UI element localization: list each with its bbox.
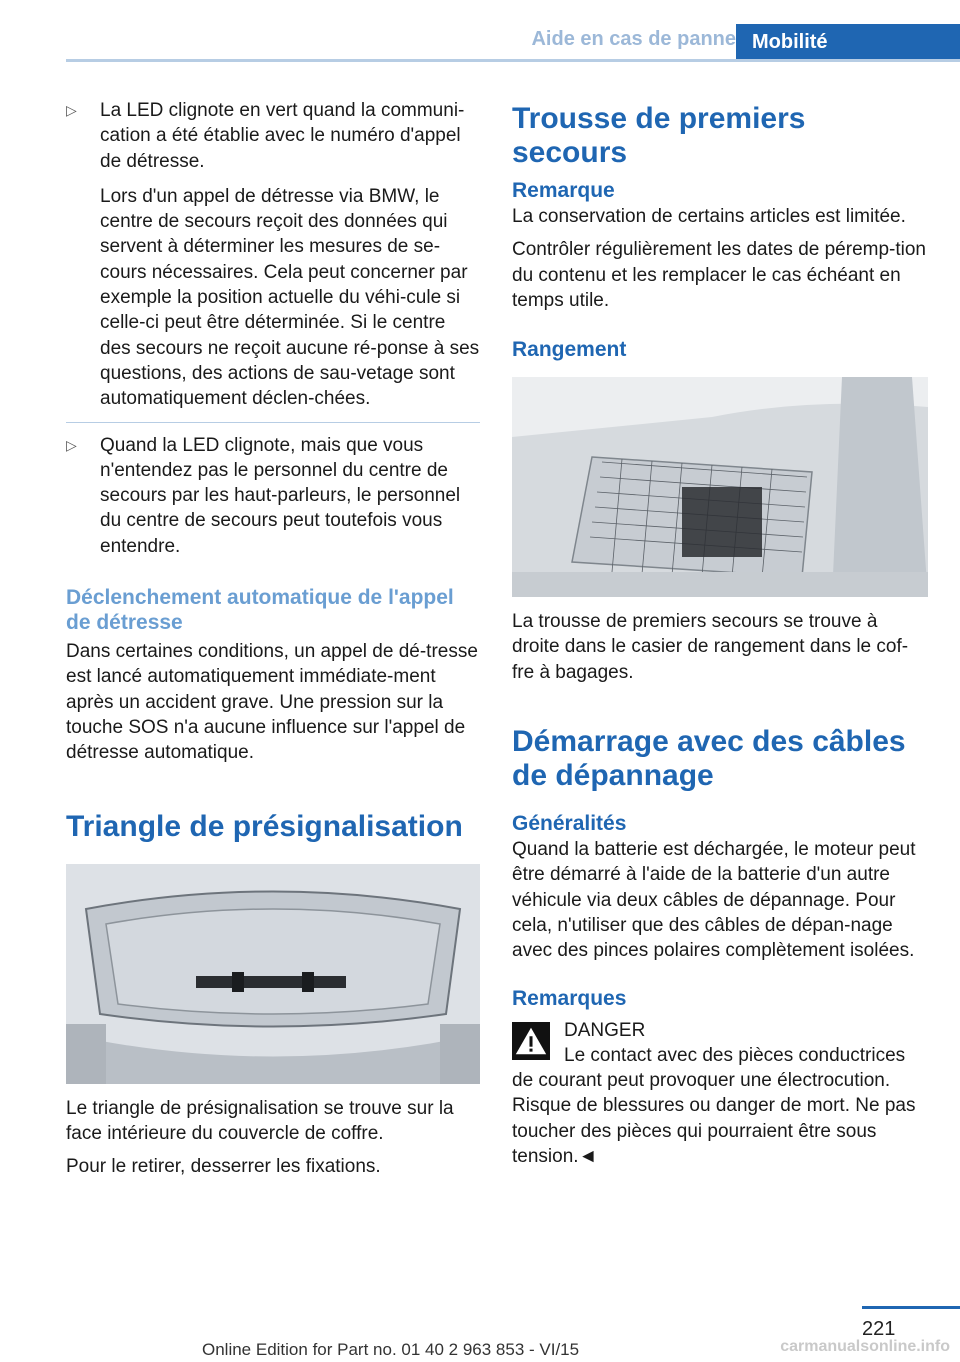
header-rule — [66, 59, 960, 62]
first-aid-heading: Trousse de premiers secours — [512, 102, 806, 169]
generalites-text: Quand la batterie est déchargée, le moteur peut être démarré à l'aide de la batterie d'un autre véhicule via deux câbles de dépannage. Pour cela, n'utiliser que des câbles de dépan-nage avec des pinces polaires complètement isolées. — [512, 839, 916, 962]
page-number: 221 — [862, 1318, 896, 1340]
section-tab: Aide en cas de panne — [531, 28, 736, 50]
auto-call-heading: Déclenchement automatique de l'appel de détresse — [66, 586, 454, 635]
danger-text: Le contact avec des pièces conductrices de courant peut provoquer une électrocution. Risque de blessures ou danger de mort. Ne pas toucher des pièces qui pourraient être sous tension.◄ — [512, 1044, 916, 1168]
footer-rule — [862, 1306, 960, 1309]
storage-compartment-image — [512, 377, 928, 597]
edition-footer: Online Edition for Part no. 01 40 2 963 853 - VI/15 — [202, 1340, 580, 1359]
triangle-remove-text: Pour le retirer, desserrer les fixations. — [66, 1156, 381, 1178]
bullet-item — [66, 433, 480, 559]
bullet-text: Quand la LED clignote, mais que vous n'entendez pas le personnel du centre de secours par les haut-parleurs, le personnel du centre de secours peut toutefois vous entendre. — [100, 434, 461, 557]
danger-label: DANGER — [564, 1019, 646, 1041]
triangle-bullet-icon: ▷ — [66, 436, 77, 453]
bullet-text: Lors d'un appel de détresse via BMW, le centre de secours reçoit des données qui servent à déterminer les mesures de se-cours nécessaires. Cela peut concerner par exemple la position actuelle du véhi-cule si celle-ci peut être déterminée. Si le centre des secours ne reçoit aucune ré-ponse à ses questions, des actions de sau-vetage sont automatiquement déclen-chées. — [100, 185, 480, 410]
remarque-text: La conservation de certains articles est limitée. — [512, 206, 906, 227]
bullet-text: La LED clignote en vert quand la communi-cation a été établie avec le numéro d'appel de détresse. — [100, 100, 465, 172]
remarques-heading: Remarques — [512, 986, 627, 1010]
watermark: carmanualsonline.info — [780, 1338, 950, 1355]
left-column — [66, 98, 480, 1179]
page-header — [66, 24, 960, 62]
rangement-caption: La trousse de premiers secours se trouve à droite dans le casier de rangement dans le cof-fre à bagages. — [512, 611, 909, 683]
jump-start-heading: Démarrage avec des câbles de dépannage — [512, 725, 906, 793]
triangle-bullet-icon: ▷ — [66, 102, 77, 118]
generalites-heading: Généralités — [512, 812, 627, 836]
auto-call-text: Dans certaines conditions, un appel de dé-tresse est lancé automatiquement immédiate-ment après un accident grave. Une pression sur la touche SOS n'a aucune influence sur l'appel de détresse automatique. — [66, 641, 478, 764]
storage-net-illustration — [512, 377, 928, 597]
remarque-text: Contrôler régulièrement les dates de péremp-tion du contenu et les remplacer le cas échéant en temps utile. — [512, 239, 926, 311]
remarque-heading: Remarque — [512, 179, 615, 202]
divider — [66, 422, 480, 423]
right-column — [512, 98, 928, 1169]
warning-triangle-icon — [512, 1022, 550, 1060]
rangement-heading: Rangement — [512, 338, 627, 362]
trunk-lid-illustration — [66, 864, 480, 1084]
chapter-tab: Mobilité — [736, 24, 960, 62]
trunk-lid-image — [66, 864, 480, 1084]
triangle-heading: Triangle de présignalisation — [66, 809, 463, 843]
danger-note — [512, 1018, 928, 1043]
bullet-item — [66, 98, 480, 412]
triangle-caption: Le triangle de présignalisation se trouve sur la face intérieure du couvercle de coffre. — [66, 1097, 454, 1144]
